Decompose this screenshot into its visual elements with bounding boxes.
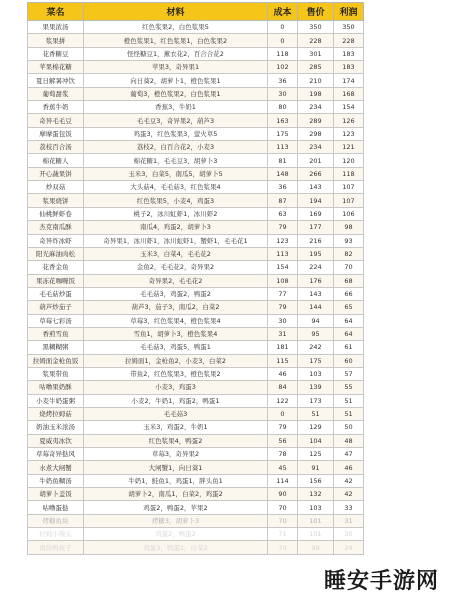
cell-ingredients: 金鱼2，毛毛花2，奇异果2 xyxy=(84,261,268,274)
cell-profit: 118 xyxy=(334,167,364,180)
table-header-row xyxy=(28,3,364,21)
cell-ingredients: 奇异果2，毛毛花2 xyxy=(84,274,268,287)
cell-ingredients: 鸡蛋2，鸭蛋2 xyxy=(84,528,268,541)
cell-ingredients: 毛毛豆3，奇异果2，葫芦3 xyxy=(84,114,268,127)
cell-profit: 64 xyxy=(334,327,364,340)
table-row[interactable] xyxy=(28,181,364,194)
cell-price: 99 xyxy=(298,541,334,554)
table-row[interactable] xyxy=(28,101,364,114)
table-row[interactable] xyxy=(28,21,364,34)
table-row[interactable] xyxy=(28,221,364,234)
cell-cost: 79 xyxy=(268,221,298,234)
header-cost[interactable]: 成本 xyxy=(268,3,298,21)
cell-profit: 82 xyxy=(334,247,364,260)
table-row[interactable] xyxy=(28,381,364,394)
table-row[interactable] xyxy=(28,141,364,154)
cell-cost: 77 xyxy=(268,287,298,300)
cell-cost: 70 xyxy=(268,501,298,514)
table-row[interactable] xyxy=(28,167,364,180)
cell-ingredients: 荔枝2，白百合花2，小麦3 xyxy=(84,141,268,154)
cell-ingredients: 草莓3，红色浆果4，橙色浆果4 xyxy=(84,314,268,327)
cell-cost: 56 xyxy=(268,434,298,447)
cell-dish-name: 水煮大闸蟹 xyxy=(28,461,84,474)
cell-dish-name: 果冻花咖喱饭 xyxy=(28,274,84,287)
cell-profit: 126 xyxy=(334,114,364,127)
table-row[interactable] xyxy=(28,327,364,340)
cell-price: 285 xyxy=(298,61,334,74)
cell-price: 216 xyxy=(298,234,334,247)
cell-ingredients: 拉姆面1，金枪鱼2，小麦3，白菜2 xyxy=(84,354,268,367)
cell-profit: 183 xyxy=(334,47,364,60)
cell-dish-name: 黑糊糊粥 xyxy=(28,341,84,354)
cell-cost: 113 xyxy=(268,247,298,260)
cell-cost: 122 xyxy=(268,394,298,407)
cell-dish-name: 奶油玉米浓汤 xyxy=(28,421,84,434)
cell-dish-name: 咕噜蛋挞 xyxy=(28,501,84,514)
cell-cost: 70 xyxy=(268,514,298,527)
cell-price: 301 xyxy=(298,47,334,60)
cell-cost: 45 xyxy=(268,461,298,474)
cell-price: 91 xyxy=(298,461,334,474)
cell-profit: 29 xyxy=(334,541,364,554)
cell-ingredients: 大头菇4，毛毛菇3，红色浆果4 xyxy=(84,181,268,194)
cell-ingredients: 烤糖3，胡萝卜3 xyxy=(84,514,268,527)
cell-cost: 46 xyxy=(268,367,298,380)
table-row[interactable] xyxy=(28,488,364,501)
table-row[interactable] xyxy=(28,501,364,514)
cell-cost: 90 xyxy=(268,488,298,501)
table-row[interactable] xyxy=(28,367,364,380)
cell-price: 143 xyxy=(298,287,334,300)
cell-dish-name: 奇异炸冰虾 xyxy=(28,234,84,247)
table-row[interactable] xyxy=(28,461,364,474)
cell-profit: 121 xyxy=(334,141,364,154)
cell-price: 195 xyxy=(298,247,334,260)
cell-profit: 46 xyxy=(334,461,364,474)
cell-dish-name: 浆果拼 xyxy=(28,34,84,47)
cell-price: 156 xyxy=(298,474,334,487)
cell-cost: 30 xyxy=(268,314,298,327)
table-row[interactable] xyxy=(28,434,364,447)
cell-profit: 51 xyxy=(334,407,364,420)
cell-profit: 228 xyxy=(334,34,364,47)
cell-cost: 31 xyxy=(268,327,298,340)
cell-cost: 175 xyxy=(268,127,298,140)
cell-cost: 154 xyxy=(268,261,298,274)
table-row[interactable] xyxy=(28,114,364,127)
cell-ingredients: 葫芦3，茄子3，南瓜2，白菜2 xyxy=(84,301,268,314)
cell-cost: 63 xyxy=(268,207,298,220)
cell-dish-name: 奇异毛毛豆 xyxy=(28,114,84,127)
cell-ingredients: 毛毛菇3，鸡蛋2，鸭蛋2 xyxy=(84,287,268,300)
recipe-table-container xyxy=(27,2,363,555)
cell-cost: 163 xyxy=(268,114,298,127)
cell-price: 132 xyxy=(298,488,334,501)
cell-dish-name: 苹果棉花糖 xyxy=(28,61,84,74)
table-row[interactable] xyxy=(28,287,364,300)
cell-cost: 70 xyxy=(268,541,298,554)
cell-cost: 84 xyxy=(268,381,298,394)
cell-cost: 36 xyxy=(268,181,298,194)
cell-dish-name: 杰克南瓜酥 xyxy=(28,221,84,234)
cell-cost: 148 xyxy=(268,167,298,180)
cell-dish-name: 香煎雪鱼 xyxy=(28,327,84,340)
cell-dish-name: 毛毛菇炒蛋 xyxy=(28,287,84,300)
cell-cost: 78 xyxy=(268,448,298,461)
cell-price: 125 xyxy=(298,448,334,461)
cell-dish-name: 夏日解暑冲饮 xyxy=(28,74,84,87)
cell-profit: 42 xyxy=(334,488,364,501)
cell-price: 177 xyxy=(298,221,334,234)
table-row[interactable] xyxy=(28,47,364,60)
cell-profit: 48 xyxy=(334,434,364,447)
cell-profit: 55 xyxy=(334,381,364,394)
cell-price: 201 xyxy=(298,154,334,167)
cell-dish-name: 小麦牛奶蛋粥 xyxy=(28,394,84,407)
cell-price: 210 xyxy=(298,74,334,87)
recipe-table xyxy=(27,2,364,555)
table-row[interactable] xyxy=(28,87,364,100)
table-row[interactable] xyxy=(28,354,364,367)
cell-cost: 0 xyxy=(268,34,298,47)
cell-ingredients: 向日葵2，胡萝卜1，橙色浆果1 xyxy=(84,74,268,87)
table-row[interactable] xyxy=(28,207,364,220)
table-row[interactable] xyxy=(28,34,364,47)
cell-price: 144 xyxy=(298,301,334,314)
cell-price: 173 xyxy=(298,394,334,407)
cell-dish-name: 阳光麻油肉松 xyxy=(28,247,84,260)
cell-cost: 102 xyxy=(268,61,298,74)
table-row[interactable] xyxy=(28,421,364,434)
cell-dish-name: 烤糖鱼块 xyxy=(28,514,84,527)
cell-profit: 66 xyxy=(334,287,364,300)
table-row[interactable] xyxy=(28,314,364,327)
cell-ingredients: 胡萝卜2，南瓜1，白菜2，鸡蛋2 xyxy=(84,488,268,501)
table-row[interactable] xyxy=(28,394,364,407)
cell-cost: 114 xyxy=(268,474,298,487)
cell-profit: 120 xyxy=(334,154,364,167)
cell-profit: 68 xyxy=(334,274,364,287)
table-row[interactable] xyxy=(28,341,364,354)
cell-profit: 64 xyxy=(334,314,364,327)
cell-dish-name: 烧烤拉姆菇 xyxy=(28,407,84,420)
cell-profit: 93 xyxy=(334,234,364,247)
cell-cost: 71 xyxy=(268,528,298,541)
cell-profit: 107 xyxy=(334,181,364,194)
cell-ingredients: 玉米3，白菜4，毛毛花2 xyxy=(84,247,268,260)
cell-ingredients: 玉米3，鸡蛋2，牛奶1 xyxy=(84,421,268,434)
cell-price: 350 xyxy=(298,21,334,34)
cell-price: 234 xyxy=(298,101,334,114)
cell-ingredients: 棉花糖1，毛毛豆3，胡萝卜3 xyxy=(84,154,268,167)
cell-cost: 108 xyxy=(268,274,298,287)
table-row[interactable] xyxy=(28,301,364,314)
cell-dish-name: 果果浓汤 xyxy=(28,21,84,34)
table-row[interactable] xyxy=(28,514,364,527)
table-row[interactable] xyxy=(28,274,364,287)
cell-profit: 61 xyxy=(334,341,364,354)
cell-ingredients: 香蕉3，牛奶1 xyxy=(84,101,268,114)
cell-ingredients: 小麦2，牛奶1，鸡蛋2，鸭蛋1 xyxy=(84,394,268,407)
cell-profit: 70 xyxy=(334,261,364,274)
cell-profit: 50 xyxy=(334,421,364,434)
cell-dish-name: 草莓七彩汤 xyxy=(28,314,84,327)
cell-ingredients: 玉米3，白菜5，南瓜5，胡萝卜5 xyxy=(84,167,268,180)
table-row[interactable] xyxy=(28,247,364,260)
cell-dish-name: 开心蔬果饼 xyxy=(28,167,84,180)
cell-cost: 79 xyxy=(268,301,298,314)
cell-profit: 106 xyxy=(334,207,364,220)
cell-ingredients: 大闸蟹1，向日葵1 xyxy=(84,461,268,474)
cell-profit: 31 xyxy=(334,514,364,527)
cell-price: 139 xyxy=(298,381,334,394)
cell-price: 103 xyxy=(298,367,334,380)
cell-profit: 42 xyxy=(334,474,364,487)
cell-cost: 87 xyxy=(268,194,298,207)
cell-price: 51 xyxy=(298,407,334,420)
cell-ingredients: 毛毛菇3 xyxy=(84,407,268,420)
cell-dish-name: 香蕉牛奶 xyxy=(28,101,84,114)
cell-ingredients: 怪怪糖豆1，薰衣花2，百合合花2 xyxy=(84,47,268,60)
cell-cost: 36 xyxy=(268,74,298,87)
cell-profit: 123 xyxy=(334,127,364,140)
cell-price: 228 xyxy=(298,34,334,47)
cell-profit: 51 xyxy=(334,394,364,407)
cell-profit: 47 xyxy=(334,448,364,461)
cell-dish-name: 花香糖豆 xyxy=(28,47,84,60)
table-row[interactable] xyxy=(28,127,364,140)
cell-ingredients: 草莓3，奇异果2 xyxy=(84,448,268,461)
cell-dish-name: 拉姆小馒头 xyxy=(28,528,84,541)
header-dish-name[interactable]: 菜名 xyxy=(28,3,84,21)
cell-profit: 65 xyxy=(334,301,364,314)
cell-dish-name: 草莓奇异挞风 xyxy=(28,448,84,461)
cell-cost: 0 xyxy=(268,407,298,420)
cell-price: 143 xyxy=(298,181,334,194)
table-row[interactable] xyxy=(28,528,364,541)
cell-cost: 80 xyxy=(268,101,298,114)
cell-profit: 154 xyxy=(334,101,364,114)
cell-ingredients: 苹果3，奇异果1 xyxy=(84,61,268,74)
cell-ingredients: 小麦3，鸡蛋3 xyxy=(84,381,268,394)
cell-dish-name: 花香金鱼 xyxy=(28,261,84,274)
table-row[interactable] xyxy=(28,194,364,207)
header-price[interactable]: 售价 xyxy=(298,3,334,21)
cell-dish-name: 拉姆面金枪鱼饭 xyxy=(28,354,84,367)
cell-cost: 123 xyxy=(268,234,298,247)
cell-price: 103 xyxy=(298,501,334,514)
cell-ingredients: 红色浆果2，白色浆果5 xyxy=(84,21,268,34)
cell-profit: 98 xyxy=(334,221,364,234)
cell-ingredients: 鸡蛋3，红色浆果3，萤火草5 xyxy=(84,127,268,140)
cell-price: 129 xyxy=(298,421,334,434)
cell-price: 224 xyxy=(298,261,334,274)
cell-profit: 168 xyxy=(334,87,364,100)
cell-profit: 33 xyxy=(334,501,364,514)
cell-dish-name: 咕噜果奶酥 xyxy=(28,381,84,394)
cell-dish-name: 葡萄甜浆 xyxy=(28,87,84,100)
cell-ingredients: 桃子2，冰川虹虾1，冰川虾2 xyxy=(84,207,268,220)
cell-cost: 30 xyxy=(268,87,298,100)
cell-price: 242 xyxy=(298,341,334,354)
cell-price: 289 xyxy=(298,114,334,127)
table-body xyxy=(28,21,364,555)
cell-dish-name: 浆果烧饼 xyxy=(28,194,84,207)
cell-ingredients: 红色浆果5，小麦4，鸡蛋3 xyxy=(84,194,268,207)
cell-price: 94 xyxy=(298,314,334,327)
cell-price: 101 xyxy=(298,528,334,541)
cell-profit: 60 xyxy=(334,354,364,367)
cell-price: 101 xyxy=(298,514,334,527)
cell-ingredients: 带鱼2，红色浆果3，橙色浆果2 xyxy=(84,367,268,380)
cell-ingredients: 橙色浆果1，红色浆果1，白色浆果2 xyxy=(84,34,268,47)
cell-dish-name: 葫芦炒茄子 xyxy=(28,301,84,314)
cell-dish-name: 荔枝百合汤 xyxy=(28,141,84,154)
header-profit[interactable]: 利润 xyxy=(334,3,364,21)
table-row[interactable] xyxy=(28,448,364,461)
cell-cost: 81 xyxy=(268,154,298,167)
cell-dish-name: 摩摩蛋包饭 xyxy=(28,127,84,140)
cell-ingredients: 雪鱼1，胡萝卜3，橙色浆果4 xyxy=(84,327,268,340)
table-row[interactable] xyxy=(28,74,364,87)
cell-price: 198 xyxy=(298,87,334,100)
cell-price: 175 xyxy=(298,354,334,367)
cell-cost: 115 xyxy=(268,354,298,367)
cell-ingredients: 红色浆果4，鸭蛋2 xyxy=(84,434,268,447)
cell-dish-name: 浆果带鱼 xyxy=(28,367,84,380)
cell-cost: 79 xyxy=(268,421,298,434)
cell-ingredients: 鸡蛋3，鸭蛋1，白菜2 xyxy=(84,541,268,554)
cell-ingredients: 葡萄3，橙色浆果2，白色浆果1 xyxy=(84,87,268,100)
table-row[interactable] xyxy=(28,61,364,74)
cell-price: 298 xyxy=(298,127,334,140)
cell-cost: 113 xyxy=(268,141,298,154)
cell-price: 194 xyxy=(298,194,334,207)
cell-ingredients: 奇异果1，冰川虾1，冰川虹虾1，蟹虾1，毛毛花1 xyxy=(84,234,268,247)
table-row[interactable] xyxy=(28,541,364,554)
cell-dish-name: 夏威夷冰饮 xyxy=(28,434,84,447)
cell-profit: 30 xyxy=(334,528,364,541)
cell-price: 169 xyxy=(298,207,334,220)
cell-dish-name: 胡萝卜盖饭 xyxy=(28,488,84,501)
table-row[interactable] xyxy=(28,474,364,487)
cell-ingredients: 毛毛菇3，鸡蛋5，鸭蛋1 xyxy=(84,341,268,354)
cell-profit: 350 xyxy=(334,21,364,34)
cell-price: 234 xyxy=(298,141,334,154)
cell-cost: 0 xyxy=(268,21,298,34)
table-row[interactable] xyxy=(28,407,364,420)
cell-price: 266 xyxy=(298,167,334,180)
cell-ingredients: 牛奶1，鲑鱼1，鸡蛋1，胖头鱼1 xyxy=(84,474,268,487)
cell-cost: 118 xyxy=(268,47,298,60)
cell-price: 104 xyxy=(298,434,334,447)
cell-profit: 107 xyxy=(334,194,364,207)
table-row[interactable] xyxy=(28,154,364,167)
cell-dish-name: 炒双菇 xyxy=(28,181,84,194)
table-row[interactable] xyxy=(28,261,364,274)
cell-dish-name: 仙桃鲜虾卷 xyxy=(28,207,84,220)
cell-profit: 57 xyxy=(334,367,364,380)
table-row[interactable] xyxy=(28,234,364,247)
cell-dish-name: 牛奶鱼糊汤 xyxy=(28,474,84,487)
cell-dish-name: 南块鸭鱼子 xyxy=(28,541,84,554)
cell-cost: 181 xyxy=(268,341,298,354)
site-watermark: 睡安手游网 xyxy=(320,564,443,595)
cell-dish-name: 棉花糖人 xyxy=(28,154,84,167)
cell-ingredients: 鸡蛋2，鸭蛋2，苹果2 xyxy=(84,501,268,514)
cell-profit: 183 xyxy=(334,61,364,74)
cell-price: 95 xyxy=(298,327,334,340)
cell-ingredients: 南瓜4，鸡蛋2，胡萝卜3 xyxy=(84,221,268,234)
header-ingredients[interactable]: 材料 xyxy=(84,3,268,21)
cell-price: 176 xyxy=(298,274,334,287)
cell-profit: 174 xyxy=(334,74,364,87)
